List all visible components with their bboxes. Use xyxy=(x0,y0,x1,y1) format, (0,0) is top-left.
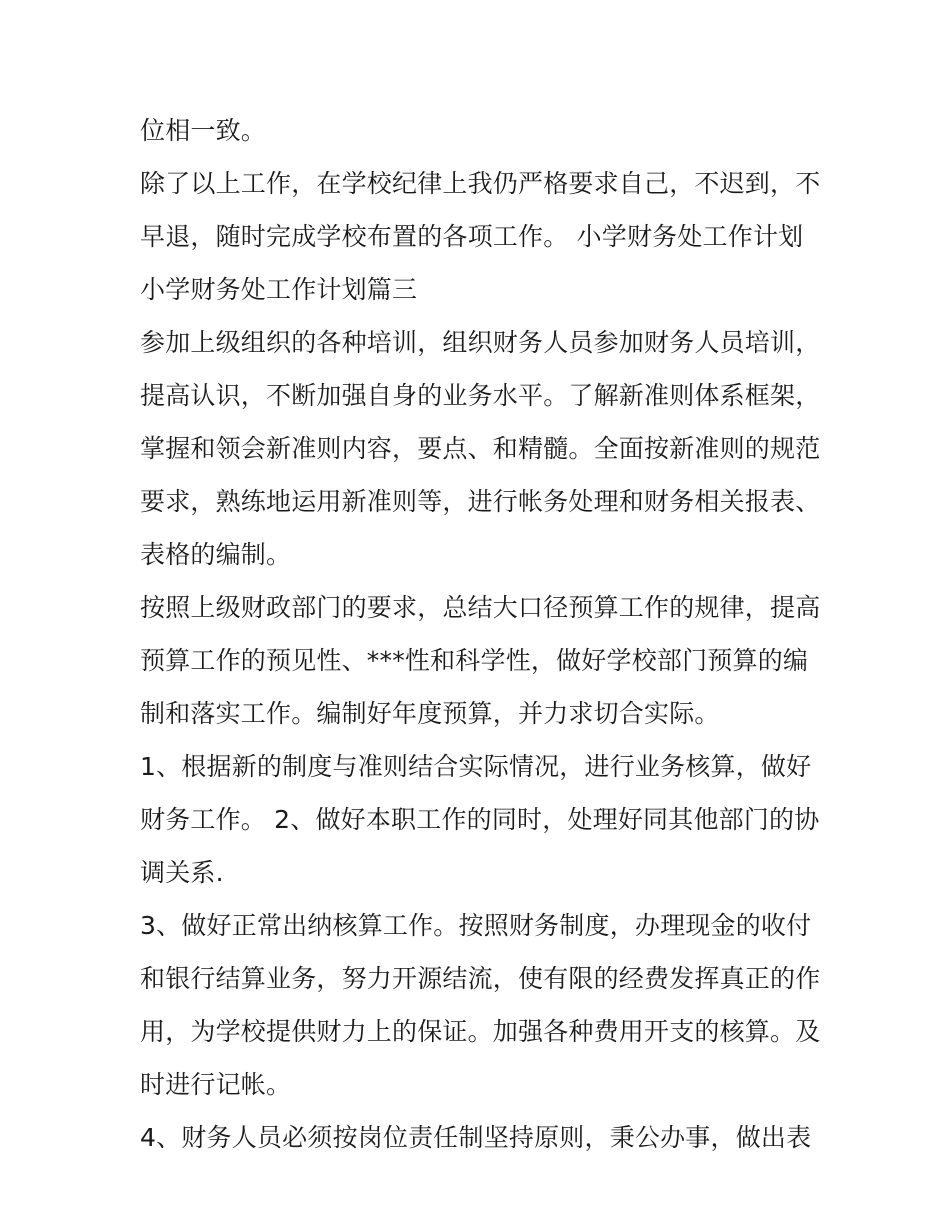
list-item-line: 用，为学校提供财力上的保证。加强各种费用开支的核算。及 xyxy=(140,1017,821,1046)
list-item-line: 1、根据新的制度与准则结合实际情况，进行业务核算，做好 xyxy=(140,752,812,781)
document-body xyxy=(140,104,820,1164)
list-item-line: 调关系. xyxy=(140,858,224,887)
text-line: 表格的编制。 xyxy=(140,540,292,569)
list-item-line: 时进行记帐。 xyxy=(140,1070,292,1099)
text-line: 预算工作的预见性、***性和科学性，做好学校部门预算的编 xyxy=(140,646,809,675)
list-item-line: 3、做好正常出纳核算工作。按照财务制度，办理现金的收付 xyxy=(140,911,812,940)
section-heading: 小学财务处工作计划篇三 xyxy=(140,275,418,304)
text-line: 要求，熟练地运用新准则等，进行帐务处理和财务相关报表、 xyxy=(140,487,821,516)
list-item-line: 4、财务人员必须按岗位责任制坚持原则，秉公办事，做出表 xyxy=(140,1123,812,1152)
list-item-line: 和银行结算业务，努力开源结流，使有限的经费发挥真正的作 xyxy=(140,964,821,993)
text-line: 掌握和领会新准则内容，要点、和精髓。全面按新准则的规范 xyxy=(140,434,821,463)
text-line: 早退，随时完成学校布置的各项工作。 小学财务处工作计划 xyxy=(140,222,804,251)
text-line: 按照上级财政部门的要求，总结大口径预算工作的规律，提高 xyxy=(140,593,821,622)
text-line: 除了以上工作，在学校纪律上我仍严格要求自己，不迟到，不 xyxy=(140,169,821,198)
list-item-line: 财务工作。 2、做好本职工作的同时，处理好同其他部门的协 xyxy=(140,805,820,834)
text-line: 制和落实工作。编制好年度预算，并力求切合实际。 xyxy=(140,699,720,728)
text-line: 参加上级组织的各种培训，组织财务人员参加财务人员培训， xyxy=(140,328,821,357)
text-line: 位相一致。 xyxy=(140,116,267,145)
text-line: 提高认识，不断加强自身的业务水平。了解新准则体系框架， xyxy=(140,381,821,410)
